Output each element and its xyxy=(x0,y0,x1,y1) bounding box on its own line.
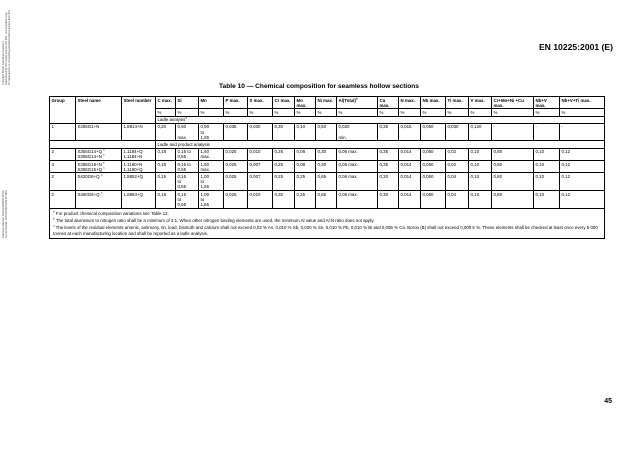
col-p: P max. xyxy=(224,97,248,109)
license-notice: Licensee=Halcrow Technical/5903741001 Not for Resale, 10/07/2006 09:09:45 MDT xyxy=(2,190,9,239)
col-al: Al(Total)$^b$ xyxy=(337,97,378,109)
col-steel-number: Steel number xyxy=(122,97,156,109)
footnote-b: $^b$ The total aluminium to nitrogen ratio shall be a minimum of 2:1. When other nitrogen binding elements are used, the minimum Al value and Al:N ratio does not apply. xyxy=(53,216,375,224)
col-nb: Nb max. xyxy=(421,97,446,109)
footnotes xyxy=(50,208,605,239)
col-crmoni: Cr+Mo+Ni +Cu max. xyxy=(492,97,534,109)
col-n: N max. xyxy=(399,97,421,109)
col-ni: Ni max. xyxy=(316,97,337,109)
col-si: Si xyxy=(176,97,199,109)
footnote-a: $^a$ For product chemical composition variations see Table 12. xyxy=(53,209,169,216)
col-v: V max. xyxy=(469,97,492,109)
col-ti: Ti max. xyxy=(446,97,469,109)
page-number: 45 xyxy=(604,398,612,405)
table-row: 2 S355G14+Q $^c$ S355G14+N $^c$ 1.1184+Q 1.1184+N 0,18 0,15 to 0,55 1,60 max. 0,025 0,010 0,25 0,08 0,30 0,06 max. 0,35 0,014 0,050 0,02 0,10 0,80 0,10 0,12 xyxy=(50,148,605,160)
ladle-analysis-row: Ladle analysis$^a$ xyxy=(50,116,605,123)
col-cu: Cu max. xyxy=(378,97,399,109)
unit-row: % % % % % % % % % % % % % % % % % xyxy=(50,109,605,116)
chemical-composition-table xyxy=(49,96,605,239)
col-c: C max. xyxy=(156,97,176,109)
col-group: Group xyxy=(50,97,76,109)
col-s: S max. xyxy=(248,97,273,109)
header-row xyxy=(50,97,605,109)
copyright-notice: Copyright British Standards Institution Reproduced by IHS under license with BSI - Uncontrolled Copy No reproduction or networking permitted without license from IHS xyxy=(2,10,12,85)
footnote-c: $^c$ The levels of the residual elements arsenic, antimony, tin, lead, bismuth and calcium shall not exceed 0,02 % As, 0,010 % Sb, 0,020 % Sn, 0,010 % Pb, 0,010 % Bi and 0,005 % Ca. Boron (B) shall not exceed 0,000 5 %. These elements shall be checked at least once every 5 000 tonnes at each manufacturing location and shall be reported as a ladle analysis. xyxy=(53,224,598,236)
col-steel-name: Steel name xyxy=(76,97,122,109)
col-nbv: Nb+V max. xyxy=(534,97,560,109)
col-mn: Mn xyxy=(199,97,224,109)
document-id: EN 10225:2001 (E) xyxy=(538,42,613,52)
table-row: 1 S355G1+N 1.8814+N 0,20 0,50 max. 0,90 to 1,65 0,035 0,030 0,30 0,10 0,50 0,020 min. 0,35 0,015 0,050 0,030 0,120 - - - xyxy=(50,123,605,141)
table-row: 2 S420G6+Q $^c$ 1.8852+Q 0,16 0,15 to 0,55 1,00 to 1,65 0,025 0,007 0,25 0,25 0,65 0,06 max. 0,30 0,014 0,050 0,04 0,10 0,80 0,10 0,12 xyxy=(50,173,605,191)
table-title: Table 10 — Chemical composition for seamless hollow sections xyxy=(219,83,419,90)
col-nbvti: Nb+V+Ti max. xyxy=(560,97,605,109)
table-row: 3 S355G15+N $^c$ S355G15+Q $^c$ 1.1190+N 1.1190+Q 0,18 0,15 to 0,55 1,60 max. 0,025 0,007 0,25 0,08 0,30 0,06 max. 0,35 0,014 0,050 0,02 0,10 0,80 0,10 0,12 xyxy=(50,161,605,173)
col-mo: Mo max. xyxy=(295,97,316,109)
col-cr: Cr max. xyxy=(273,97,295,109)
table-row: 2 S460G6+Q $^c$ 1.8884+Q 0,16 0,15 to 0,55 1,00 to 1,65 0,025 0,010 0,30 0,25 0,65 0,06 max. 0,30 0,014 0,050 0,04 0,10 0,80 0,10 0,12 xyxy=(50,191,605,209)
ladle-product-row: Ladle and product analysis xyxy=(50,141,605,148)
